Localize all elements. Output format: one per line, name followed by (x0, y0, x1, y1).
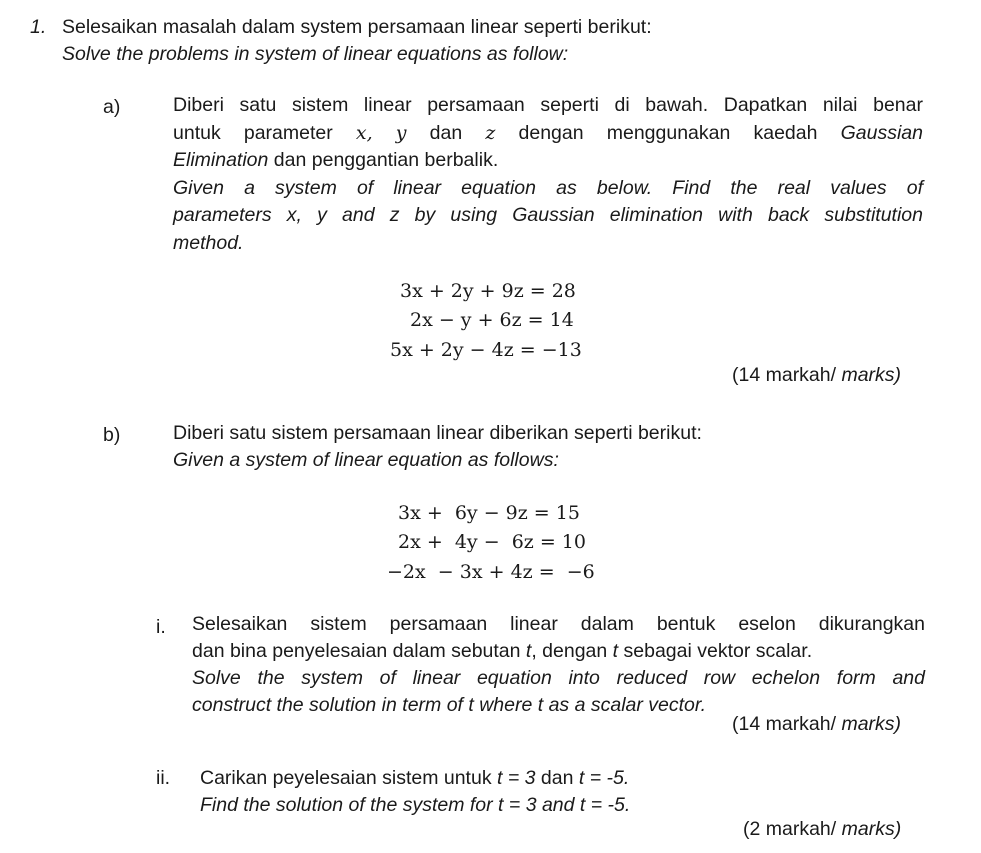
part-a-en-line3: method. (173, 231, 244, 254)
part-b-ms: Diberi satu sistem persamaan linear diberikan seperti berikut: (173, 422, 702, 444)
part-a-en-line2: parameters x, y and z by using Gaussian elimination with back substitution (173, 204, 923, 226)
sub-i-ms-line1: Selesaikan sistem persamaan linear dalam bentuk eselon dikurangkan (192, 613, 925, 635)
part-a-marks: (14 markah/ marks) (732, 364, 902, 386)
part-a-equation-2: 2x − y + 6z = 14 (410, 309, 574, 331)
part-a-ms-line3: Elimination dan penggantian berbalik. (173, 149, 499, 171)
sub-i-marks: (14 markah/ marks) (732, 713, 902, 735)
part-a-label: a) (103, 96, 121, 118)
part-b-en: Given a system of linear equation as follows: (173, 449, 559, 471)
question-number: 1. (30, 16, 47, 38)
part-a-ms-line2: untuk parameter x, y dan z dengan menggunakan kaedah Gaussian (173, 121, 923, 144)
sub-ii-en: Find the solution of the system for t = 3 and t = -5. (200, 794, 631, 816)
sub-i-ms-line2: dan bina penyelesaian dalam sebutan t, dengan t sebagai vektor scalar. (192, 640, 813, 662)
part-b-equation-2: 2x + 4y − 6z = 10 (398, 531, 586, 553)
part-b-label: b) (103, 424, 121, 446)
part-a-equation-3: 5x + 2y − 4z = −13 (390, 339, 582, 361)
part-b-equation-3: −2x − 3x + 4z = −6 (387, 561, 595, 583)
part-a-text (173, 92, 923, 257)
sub-i-text (192, 611, 925, 719)
question-title-en: Solve the problems in system of linear equations as follow: (62, 43, 569, 65)
part-b-equation-1: 3x + 6y − 9z = 15 (398, 502, 580, 524)
sub-i-label: i. (156, 616, 166, 638)
sub-ii-marks: (2 markah/ marks) (743, 818, 902, 840)
question-title-ms: Selesaikan masalah dalam system persamaan linear seperti berikut: (62, 16, 652, 38)
sub-i-en-line2: construct the solution in term of t where t as a scalar vector. (192, 694, 707, 716)
sub-ii-ms: Carikan peyelesaian sistem untuk t = 3 dan t = -5. (200, 767, 630, 789)
part-a-en-line1: Given a system of linear equation as below. Find the real values of (173, 176, 923, 199)
sub-i-en-line1: Solve the system of linear equation into reduced row echelon form and (192, 667, 925, 689)
sub-ii-label: ii. (156, 767, 171, 789)
part-a-ms-line1: Diberi satu sistem linear persamaan seperti di bawah. Dapatkan nilai benar (173, 94, 923, 116)
part-a-equation-1: 3x + 2y + 9z = 28 (400, 280, 576, 302)
